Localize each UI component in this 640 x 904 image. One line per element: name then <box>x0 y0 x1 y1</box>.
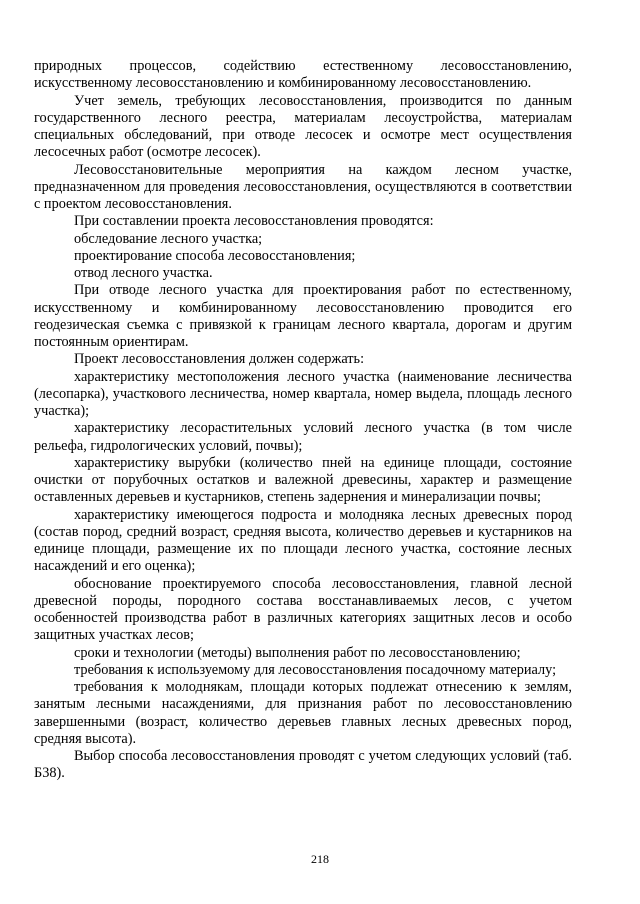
list-item: требования к молоднякам, площади которых подлежат отнесению к землям, занятым лесными насаждениями, для признания работ по лесовосстановлению завершенными (возраст, количество деревьев главных лесных древесных пород, средняя высота). <box>34 679 572 747</box>
list-item: характеристику вырубки (количество пней на единице площади, состояние очистки от порубочных остатков и валежной древесины, характер и размещение оставленных деревьев и кустарников, степень задернения и минерализации почвы; <box>34 454 572 506</box>
paragraph: природных процессов, содействию естественному лесовосстановлению, искусственному лесовосстановлению и комбинированному лесовосстановлению. <box>34 58 572 92</box>
paragraph: Лесовосстановительные мероприятия на каждом лесном участке, предназначенном для проведения лесовосстановления, осуществляются в соответствии с проектом лесовосстановления. <box>34 161 572 212</box>
list-item: характеристику имеющегося подроста и молодняка лесных древесных пород (состав пород, средний возраст, средняя высота, количество деревьев и кустарников на единице площади, размещение их по площади лесного участка, состояние лесных насаждений и его оценка); <box>34 506 572 575</box>
paragraph: При составлении проекта лесовосстановления проводятся: <box>74 213 434 230</box>
list-item: сроки и технологии (методы) выполнения работ по лесовосстановлению; <box>74 644 521 661</box>
list-item: обследование лесного участка; <box>74 230 263 247</box>
list-item: обоснование проектируемого способа лесовосстановления, главной лесной древесной породы, породного состава восстанавливаемых лесов, с учетом особенностей производства работ в различных категориях защитных лесов и особо защитных участках лесов; <box>34 575 572 644</box>
paragraph: Выбор способа лесовосстановления проводят с учетом следующих условий (таб. Б38). <box>34 748 572 782</box>
paragraph: Учет земель, требующих лесовосстановления, производится по данным государственного лесного реестра, материалам лесоустройства, материалам специальных обследований, при отводе лесосек и осмотре мест осуществления лесосечных работ (осмотре лесосек). <box>34 92 572 161</box>
list-item: требования к используемому для лесовосстановления посадочному материалу; <box>74 661 557 678</box>
list-item: характеристику местоположения лесного участка (наименование лесничества (лесопарка), участкового лесничества, номер квартала, номер выдела, площадь лесного участка); <box>34 368 572 419</box>
list-item: отвод лесного участка. <box>74 265 213 281</box>
list-item: характеристику лесорастительных условий лесного участка (в том числе рельефа, гидрологических условий, почвы); <box>34 420 572 454</box>
body-text <box>34 58 572 783</box>
paragraph: При отводе лесного участка для проектирования работ по естественному, искусственному и комбинированному лесовосстановлению проводится его геодезическая съемка с привязкой к границам лесного квартала, дорогам и другим постоянным ориентирам. <box>34 282 572 350</box>
paragraph: Проект лесовосстановления должен содержать: <box>74 351 365 368</box>
page-number: 218 <box>311 852 329 866</box>
list-item: проектирование способа лесовосстановления; <box>74 247 356 264</box>
